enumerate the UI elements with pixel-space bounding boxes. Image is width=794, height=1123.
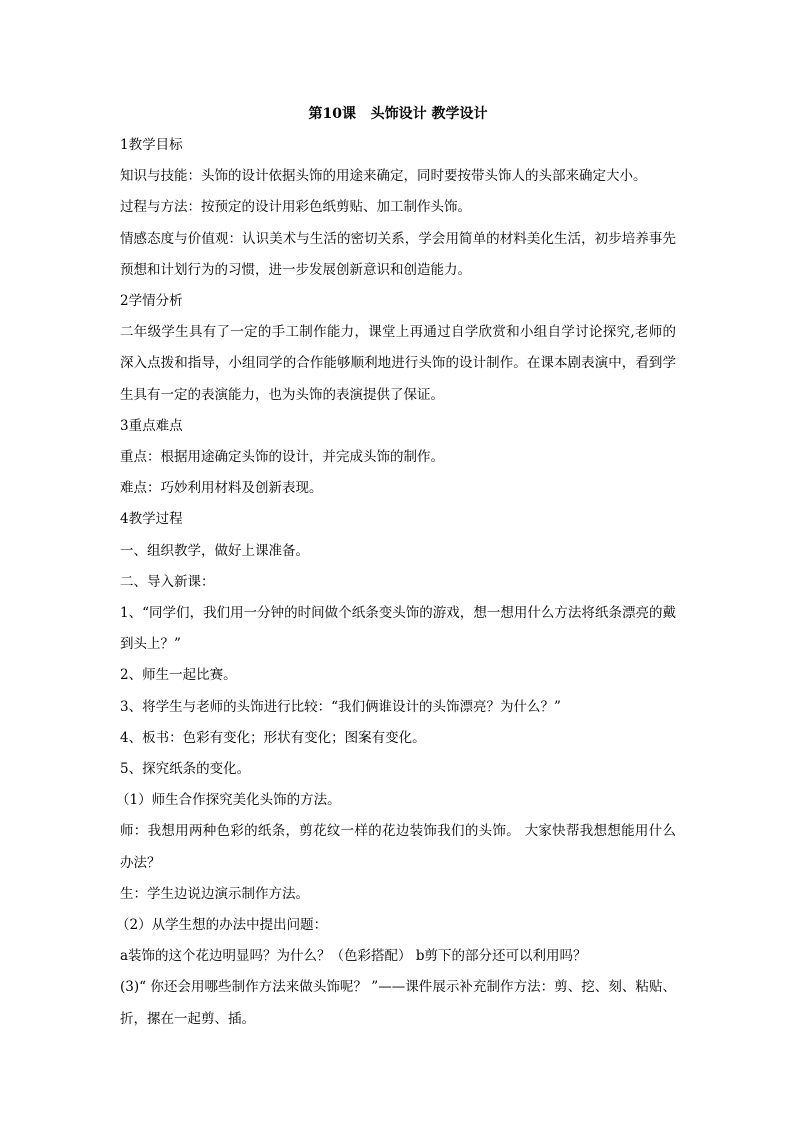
paragraph-knowledge-skills: 知识与技能：头饰的设计依据头饰的用途来确定，同时要按带头饰人的头部来确定大小。 — [120, 168, 647, 185]
paragraph-teacher: 师：我想用两种色彩的纸条，剪花纹一样的花边装饰我们的头饰。 大家快帮我想想能用什么办法？ — [120, 823, 676, 871]
paragraph-questions: a装饰的这个花边明显吗？为什么？（色彩搭配） b剪下的部分还可以利用吗？ — [120, 948, 587, 965]
paragraph-process-methods: 过程与方法：按预定的设计用彩色纸剪贴、加工制作头饰。 — [120, 199, 471, 216]
document-title: 第10课 头饰设计 教学设计 — [308, 106, 488, 122]
section-heading-objectives: 1教学目标 — [120, 137, 183, 153]
list-item-1: 1、“同学们，我们用一分钟的时间做个纸条变头饰的游戏，想一想用什么方法将纸条漂亮的戴到头上？” — [120, 605, 676, 653]
paragraph-step-introduce: 二、导入新课： — [120, 573, 215, 590]
list-item-2: 2、师生一起比赛。 — [120, 667, 237, 684]
paragraph-step-organize: 一、组织教学，做好上课准备。 — [120, 542, 309, 559]
section-heading-key-points: 3重点难点 — [120, 417, 183, 434]
list-item-5: 5、探究纸条的变化。 — [120, 761, 251, 778]
paragraph-student-analysis: 二年级学生具有了一定的手工制作能力，课堂上再通过自学欣赏和小组自学讨论探究,老师的深入点拨和指导，小组同学的合作能够顺利地进行头饰的设计制作。在课本剧表演中，看到学生具有一定的表演能力，也为头饰的表演提供了保证。 — [120, 324, 676, 403]
section-heading-teaching-process: 4教学过程 — [120, 511, 183, 528]
sub-item-1: （1）师生合作探究美化头饰的方法。 — [116, 792, 341, 809]
paragraph-key-point: 重点：根据用途确定头饰的设计，并完成头饰的制作。 — [120, 449, 444, 466]
paragraph-attitude-values: 情感态度与价值观：认识美术与生活的密切关系，学会用简单的材料美化生活，初步培养事先预想和计划行为的习惯，进一步发展创新意识和创造能力。 — [120, 230, 676, 278]
list-item-4: 4、板书：色彩有变化；形状有变化；图案有变化。 — [120, 729, 426, 746]
sub-item-2: （2）从学生想的办法中提出问题： — [116, 917, 328, 934]
section-heading-student-analysis: 2学情分析 — [120, 293, 183, 310]
sub-item-3: (3)“ 你还会用哪些制作方法来做头饰呢？ ”——课件展示补充制作方法：剪、挖、刻、粘贴、折，摞在一起剪、插。 — [120, 979, 676, 1027]
list-item-3: 3、将学生与老师的头饰进行比较：“我们俩谁设计的头饰漂亮？为什么？” — [120, 698, 561, 715]
paragraph-difficult-point: 难点：巧妙利用材料及创新表现。 — [120, 480, 323, 497]
document-body — [116, 102, 676, 1035]
paragraph-student: 生：学生边说边演示制作方法。 — [120, 885, 309, 902]
